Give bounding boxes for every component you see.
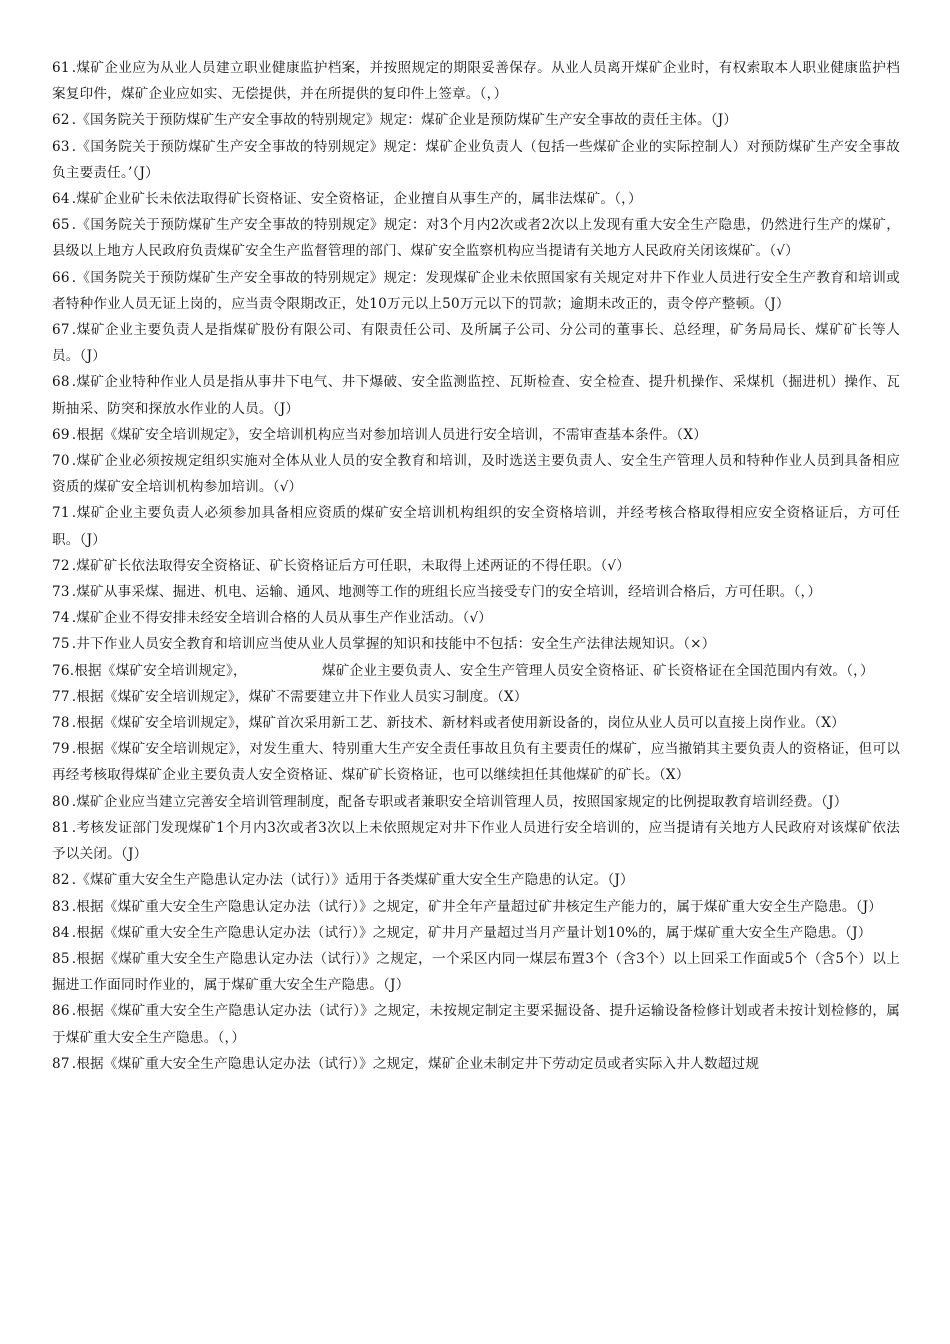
question-number: 66	[52, 269, 70, 286]
question-text: .根据《煤矿安全培训规定》，煤矿首次采用新工艺、新技术、新材料或者使用新设备的，岗位从业人员可以直接上岗作业。（X）	[71, 715, 845, 732]
question-number: 69	[52, 426, 70, 443]
question-item	[52, 789, 900, 815]
question-text: .井下作业人员安全教育和培训应当使从业人员掌握的知识和技能中不包括：安全生产法律法规知识。（×）	[71, 636, 716, 653]
question-number: 80	[52, 793, 70, 810]
question-item	[52, 317, 900, 369]
question-item	[52, 736, 900, 788]
question-number: 63	[52, 138, 70, 155]
question-text: .《煤矿重大安全生产隐患认定办法（试行）》适用于各类煤矿重大安全生产隐患的认定。（J）	[71, 872, 634, 889]
question-item	[52, 631, 900, 657]
question-item	[52, 369, 900, 421]
question-text: .煤矿矿长依法取得安全资格证、矿长资格证后方可任职，未取得上述两证的不得任职。（√）	[71, 557, 631, 574]
question-text: .《国务院关于预防煤矿生产安全事故的特别规定》规定：对3个月内2次或者2次以上发现有重大安全生产隐患，仍然进行生产的煤矿，县级以上地方人民政府负责煤矿安全生产监督管理的部门、煤矿安全监察机构应当提请有关地方人民政府关闭该煤矿。（√）	[52, 217, 900, 260]
question-item	[52, 710, 900, 736]
question-item	[52, 815, 900, 867]
question-text: .煤矿企业不得安排未经安全培训合格的人员从事生产作业活动。（√）	[71, 610, 493, 627]
question-text: .煤矿企业主要负责人必须参加具备相应资质的煤矿安全培训机构组织的安全资格培训，并经考核合格取得相应安全资格证后，方可任职。（J）	[52, 505, 900, 548]
question-number: 68	[52, 374, 70, 391]
question-text: .煤矿企业应为从业人员建立职业健康监护档案，并按照规定的期限妥善保存。从业人员离开煤矿企业时，有权索取本人职业健康监护档案复印件，煤矿企业应如实、无偿提供，并在所提供的复印件上签章。（，）	[52, 60, 900, 103]
question-item	[52, 55, 900, 107]
question-number: 79	[52, 741, 70, 758]
question-text: .根据《煤矿重大安全生产隐患认定办法（试行）》之规定，一个采区内同一煤层布置3个（含3个）以上回采工作面或5个（含5个）以上掘进工作面同时作业的，属于煤矿重大安全生产隐患。（J）	[52, 950, 900, 994]
question-item	[52, 867, 900, 893]
question-text: .根据《煤矿重大安全生产隐患认定办法（试行）》之规定，未按规定制定主要采掘设备、提升运输设备检修计划或者未按计划检修的，属于煤矿重大安全生产隐患。（，）	[52, 1003, 900, 1046]
question-number: 83	[52, 898, 70, 915]
question-text: .《国务院关于预防煤矿生产安全事故的特别规定》规定：煤矿企业是预防煤矿生产安全事故的责任主体。（J）	[71, 112, 738, 129]
question-text: .根据《煤矿重大安全生产隐患认定办法（试行）》之规定，煤矿企业未制定井下劳动定员或者实际入井人数超过规	[71, 1055, 760, 1072]
question-item	[52, 553, 900, 579]
question-number: 87	[52, 1055, 70, 1072]
document-page	[52, 55, 900, 1077]
question-text: .根据《煤矿安全培训规定》，安全培训机构应当对参加培训人员进行安全培训，不需审查基本条件。（X）	[71, 426, 708, 443]
question-item	[52, 265, 900, 317]
question-number: 73	[52, 584, 70, 601]
question-text: .煤矿企业矿长未依法取得矿长资格证、安全资格证，企业擅自从事生产的，属非法煤矿。（，）	[71, 191, 642, 208]
question-number: 75	[52, 636, 70, 653]
question-text: .考核发证部门发现煤矿1个月内3次或者3次以上未依照规定对井下作业人员进行安全培训的，应当提请有关地方人民政府对该煤矿依法予以关闭。（J）	[52, 819, 900, 863]
question-item	[52, 605, 900, 631]
question-list	[52, 684, 900, 1077]
question-item	[52, 500, 900, 552]
question-text: .根据《煤矿重大安全生产隐患认定办法（试行）》之规定，矿井月产量超过当月产量计划10%的，属于煤矿重大安全生产隐患。（J）	[71, 924, 872, 941]
question-item	[52, 894, 900, 920]
question-item	[52, 107, 900, 133]
question-number: 85	[52, 950, 70, 967]
question-number: 67	[52, 322, 70, 339]
question-number: 71	[52, 505, 70, 522]
question-number: 61	[52, 60, 70, 76]
question-lead: 76.根据《煤矿安全培训规定》，	[52, 662, 247, 679]
question-number: 64	[52, 191, 70, 208]
question-item	[52, 448, 900, 500]
question-text: .根据《煤矿重大安全生产隐患认定办法（试行）》之规定，矿井全年产量超过矿井核定生产能力的，属于煤矿重大安全生产隐患。（J）	[71, 898, 883, 915]
question-item	[52, 684, 900, 710]
question-number: 70	[52, 453, 70, 470]
question-text: .根据《煤矿安全培训规定》，对发生重大、特别重大生产安全责任事故且负有主要责任的煤矿，应当撤销其主要负责人的资格证，但可以再经考核取得煤矿企业主要负责人安全资格证、煤矿矿长资格证，也可以继续担任其他煤矿的矿长。（X）	[52, 741, 900, 784]
question-text: .煤矿企业必须按规定组织实施对全体从业人员的安全教育和培训，及时选送主要负责人、安全生产管理人员和特种作业人员到具备相应资质的煤矿安全培训机构参加培训。（√）	[52, 453, 900, 496]
question-number: 82	[52, 872, 70, 889]
question-item	[52, 186, 900, 212]
question-number: 78	[52, 715, 70, 732]
question-item	[52, 946, 900, 998]
question-item	[52, 1051, 900, 1077]
question-number: 81	[52, 819, 70, 836]
question-list	[52, 55, 900, 658]
question-item	[52, 579, 900, 605]
question-item	[52, 920, 900, 946]
question-item	[52, 134, 900, 186]
question-item	[52, 212, 900, 264]
question-number: 62	[52, 112, 70, 129]
question-text: .《国务院关于预防煤矿生产安全事故的特别规定》规定：发现煤矿企业未依照国家有关规定对井下作业人员进行安全生产教育和培训或者特种作业人员无证上岗的，应当责令限期改正，处10万元以上50万元以下的罚款；逾期未改正的，责令停产整顿。（J）	[52, 269, 900, 312]
question-text: .煤矿企业应当建立完善安全培训管理制度，配备专职或者兼职安全培训管理人员，按照国家规定的比例提取教育培训经费。（J）	[71, 793, 848, 810]
question-text: .煤矿企业特种作业人员是指从事井下电气、井下爆破、安全监测监控、瓦斯检查、安全检查、提升机操作、采煤机（掘进机）操作、瓦斯抽采、防突和探放水作业的人员。（J）	[52, 374, 900, 417]
question-text: 煤矿企业主要负责人、安全生产管理人员安全资格证、矿长资格证在全国范围内有效。（，）	[322, 662, 874, 679]
question-text: .煤矿从事采煤、掘进、机电、运输、通风、地测等工作的班组长应当接受专门的安全培训，经培训合格后，方可任职。（，）	[71, 584, 822, 601]
question-text: .《国务院关于预防煤矿生产安全事故的特别规定》规定：煤矿企业负责人（包括一些煤矿企业的实际控制人）对预防煤矿生产安全事故负主要责任。’（J）	[52, 138, 900, 181]
question-item	[52, 998, 900, 1050]
question-item	[52, 422, 900, 448]
question-number: 74	[52, 610, 70, 627]
question-number: 84	[52, 924, 70, 941]
question-number: 86	[52, 1003, 70, 1020]
question-number: 77	[52, 688, 70, 705]
question-text: .根据《煤矿安全培训规定》，煤矿不需要建立井下作业人员实习制度。（X）	[71, 688, 528, 705]
question-text: .煤矿企业主要负责人是指煤矿股份有限公司、有限责任公司、及所属子公司、分公司的董事长、总经理，矿务局局长、煤矿矿长等人员。（J）	[52, 322, 900, 365]
question-item	[52, 658, 900, 684]
question-number: 72	[52, 557, 70, 574]
question-number: 65	[52, 217, 70, 234]
